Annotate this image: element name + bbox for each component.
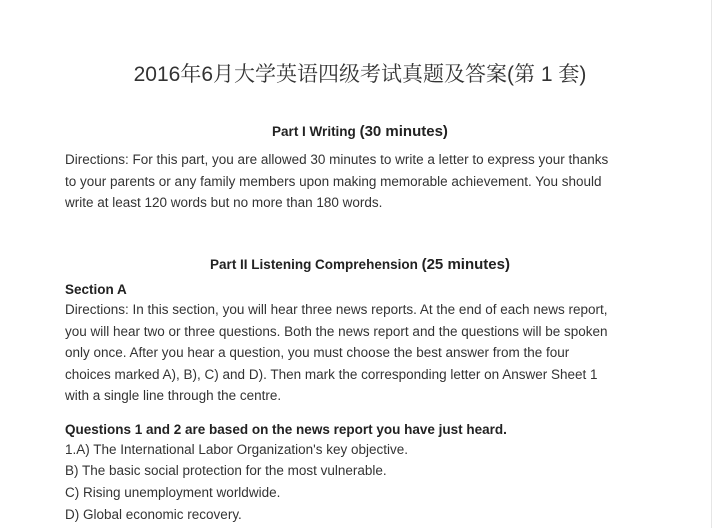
- part2-heading-label: Part II Listening Comprehension: [210, 257, 418, 272]
- part2-directions-line: only once. After you hear a question, you must choose the best answer from the four: [65, 345, 570, 360]
- part1-directions-line: write at least 120 words but no more than 180 words.: [65, 195, 383, 210]
- answer-option: D) Global economic recovery.: [65, 507, 242, 522]
- document-title: 2016年6月大学英语四级考试真题及答案(第 1 套): [133, 63, 587, 86]
- answer-option: C) Rising unemployment worldwide.: [65, 485, 281, 500]
- part2-directions-line: Directions: In this section, you will hear three news reports. At the end of each news report,: [65, 302, 608, 317]
- part1-directions: [65, 149, 655, 214]
- part1-directions-line: Directions: For this part, you are allowed 30 minutes to write a letter to express your thanks: [65, 152, 609, 167]
- page-edge-divider: [711, 0, 712, 528]
- part1-heading-label: Part I Writing: [272, 124, 356, 139]
- part2-directions-line: choices marked A), B), C) and D). Then mark the corresponding letter on Answer Sheet 1: [65, 366, 598, 382]
- answer-option: B) The basic social protection for the most vulnerable.: [65, 463, 387, 478]
- part2-heading: [65, 255, 655, 275]
- part1-directions-line: to your parents or any family members upon making memorable achievement. You should: [65, 173, 602, 189]
- questions-intro: Questions 1 and 2 are based on the news report you have just heard.: [65, 422, 507, 437]
- part2-directions: [65, 299, 655, 407]
- part2-directions-line: with a single line through the centre.: [65, 388, 282, 403]
- part1-duration: (30 minutes): [359, 123, 448, 140]
- part2-directions-line: you will hear two or three questions. Both the news report and the questions will be spoken: [65, 323, 608, 339]
- section-a-heading: Section A: [65, 282, 127, 297]
- part1-heading: [65, 122, 655, 142]
- answer-option: 1.A) The International Labor Organization's key objective.: [65, 442, 409, 457]
- part2-duration: (25 minutes): [421, 256, 510, 273]
